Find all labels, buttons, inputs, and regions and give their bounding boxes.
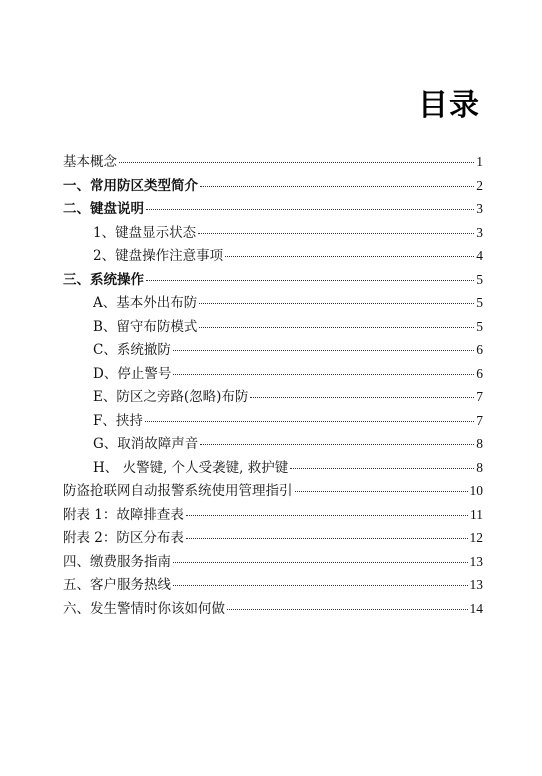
toc-entry[interactable]	[63, 315, 483, 339]
dot-leader	[119, 162, 474, 163]
toc-entry-label: 1、键盘显示状态	[93, 224, 197, 241]
toc-entry[interactable]	[63, 221, 483, 245]
dot-leader	[290, 468, 474, 469]
toc-entry[interactable]	[63, 244, 483, 268]
toc-entry[interactable]	[63, 150, 483, 174]
toc-entry[interactable]	[63, 456, 483, 480]
toc-entry-label: E、防区之旁路(忽略)布防	[93, 389, 249, 405]
toc-entry-label: 防盗抢联网自动报警系统使用管理指引	[63, 483, 293, 499]
dot-leader	[146, 209, 474, 210]
dot-leader	[250, 397, 474, 398]
toc-entry-label: F、挟持	[93, 412, 143, 429]
page-title: 目录	[418, 88, 480, 123]
dot-leader	[173, 350, 474, 351]
toc-entry-page-number: 7	[476, 412, 483, 428]
dot-leader	[198, 233, 474, 234]
dot-leader	[173, 562, 468, 563]
dot-leader	[199, 327, 474, 328]
toc-entry-label: B、留守布防模式	[93, 318, 198, 335]
toc-entry-page-number: 3	[476, 201, 483, 216]
toc-entry[interactable]	[63, 362, 483, 386]
table-of-contents	[63, 150, 483, 620]
toc-entry-label: 2、键盘操作注意事项	[93, 248, 224, 264]
toc-entry-label: G、取消故障声音	[93, 436, 199, 452]
toc-entry[interactable]	[63, 503, 483, 527]
toc-entry-page-number: 3	[476, 224, 483, 240]
toc-entry-page-number: 13	[469, 553, 483, 569]
dot-leader	[186, 515, 468, 516]
toc-entry[interactable]	[63, 409, 483, 433]
toc-entry-label: 基本概念	[63, 154, 117, 170]
toc-entry[interactable]	[63, 550, 483, 574]
toc-entry-label: 一、常用防区类型简介	[63, 177, 198, 194]
toc-entry[interactable]	[63, 479, 483, 503]
toc-entry-label: C、系统撤防	[93, 342, 171, 358]
toc-entry[interactable]	[63, 338, 483, 362]
dot-leader	[200, 444, 474, 445]
toc-entry-label: H、 火警键, 个人受袭键, 救护键	[93, 459, 289, 476]
toc-entry-page-number: 8	[476, 436, 483, 451]
dot-leader	[295, 491, 468, 492]
toc-entry-page-number: 4	[476, 248, 483, 263]
toc-entry-label: A、基本外出布防	[93, 295, 198, 311]
dot-leader	[227, 609, 468, 610]
toc-entry-label: 四、缴费服务指南	[63, 553, 171, 570]
toc-entry-page-number: 2	[476, 177, 483, 193]
toc-entry-label: D、停止警号	[93, 365, 172, 382]
toc-entry-label: 五、客户服务热线	[63, 577, 171, 593]
toc-entry[interactable]	[63, 526, 483, 550]
toc-entry-page-number: 12	[469, 530, 483, 545]
toc-entry-label: 二、键盘说明	[63, 201, 144, 217]
dot-leader	[199, 303, 474, 304]
toc-entry-page-number: 5	[476, 318, 483, 334]
toc-entry[interactable]	[63, 385, 483, 409]
toc-entry-label: 附表 1：故障排查表	[63, 506, 184, 523]
toc-entry-label: 附表 2：防区分布表	[63, 530, 184, 546]
toc-entry-page-number: 5	[476, 271, 483, 287]
toc-entry-page-number: 7	[476, 389, 483, 404]
toc-entry-page-number: 11	[470, 506, 483, 522]
toc-entry-page-number: 5	[476, 295, 483, 310]
toc-entry[interactable]	[63, 597, 483, 621]
toc-entry-page-number: 10	[469, 483, 483, 498]
dot-leader	[173, 374, 474, 375]
toc-entry-page-number: 14	[469, 600, 483, 616]
dot-leader	[200, 186, 474, 187]
toc-entry-page-number: 8	[476, 459, 483, 475]
toc-entry[interactable]	[63, 432, 483, 456]
toc-entry-label: 六、发生警情时你该如何做	[63, 600, 225, 617]
toc-entry-page-number: 6	[476, 342, 483, 357]
toc-entry[interactable]	[63, 268, 483, 292]
dot-leader	[225, 256, 474, 257]
dot-leader	[146, 280, 474, 281]
toc-entry-label: 三、系统操作	[63, 271, 144, 288]
dot-leader	[186, 538, 468, 539]
toc-entry[interactable]	[63, 573, 483, 597]
dot-leader	[173, 585, 468, 586]
dot-leader	[145, 421, 474, 422]
toc-entry[interactable]	[63, 291, 483, 315]
toc-entry-page-number: 1	[476, 154, 483, 169]
toc-entry-page-number: 13	[469, 577, 483, 592]
toc-entry[interactable]	[63, 197, 483, 221]
toc-entry-page-number: 6	[476, 365, 483, 381]
toc-entry[interactable]	[63, 174, 483, 198]
